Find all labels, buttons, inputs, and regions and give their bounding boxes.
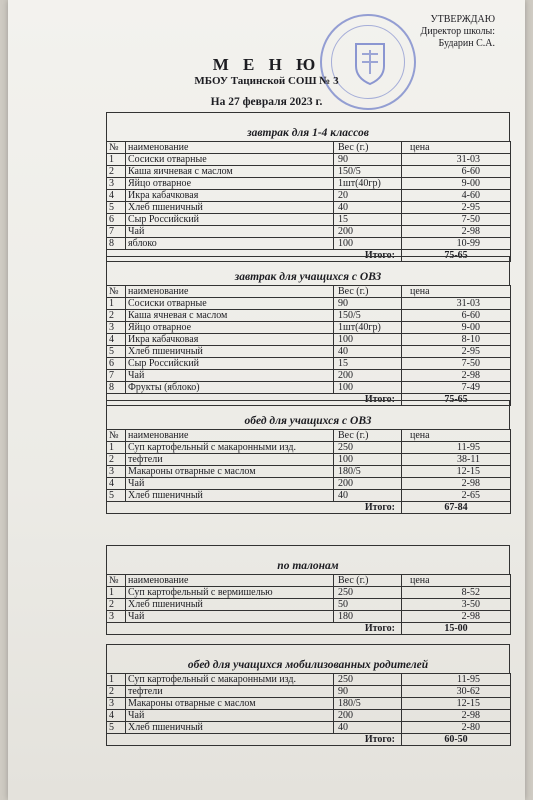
total-value: 15-00 [402, 623, 511, 635]
menu-date: На 27 февраля 2023 г. [210, 96, 323, 108]
item-name: Чай [126, 370, 334, 382]
item-weight: 200 [334, 370, 402, 382]
item-weight: 180 [334, 611, 402, 623]
table-row [107, 599, 511, 611]
item-price: 11-95 [402, 674, 511, 686]
table-row [107, 370, 511, 382]
table-header-row [107, 430, 511, 442]
table-header-row [107, 142, 511, 154]
item-price: 3-50 [402, 599, 511, 611]
section-title: по талонам [106, 545, 510, 574]
menu-section [106, 400, 510, 514]
column-header: Вес (г.) [334, 430, 402, 442]
item-price: 12-15 [402, 466, 511, 478]
item-number: 2 [107, 166, 126, 178]
table-row [107, 674, 511, 686]
item-number: 7 [107, 226, 126, 238]
item-weight: 250 [334, 674, 402, 686]
menu-section [106, 545, 510, 635]
item-weight: 15 [334, 214, 402, 226]
item-price: 7-49 [402, 382, 511, 394]
total-value: 75-65 [402, 250, 511, 262]
item-weight: 40 [334, 490, 402, 502]
item-price: 6-60 [402, 166, 511, 178]
item-price: 2-95 [402, 346, 511, 358]
item-name: Каша ячневая с маслом [126, 310, 334, 322]
item-name: Сыр Российский [126, 214, 334, 226]
table-row [107, 466, 511, 478]
item-price: 10-99 [402, 238, 511, 250]
item-weight: 150/5 [334, 310, 402, 322]
item-price: 12-15 [402, 698, 511, 710]
approval-line: Директор школы: [420, 26, 495, 37]
item-name: Каша яичневая с маслом [126, 166, 334, 178]
item-price: 2-98 [402, 478, 511, 490]
section-title: завтрак для 1-4 классов [106, 112, 510, 141]
item-weight: 15 [334, 358, 402, 370]
item-name: Макароны отварные с маслом [126, 466, 334, 478]
item-weight: 50 [334, 599, 402, 611]
menu-section [106, 112, 510, 262]
table-row [107, 214, 511, 226]
item-name: Икра кабачковая [126, 334, 334, 346]
item-number: 5 [107, 346, 126, 358]
table-row [107, 322, 511, 334]
item-name: Сыр Российский [126, 358, 334, 370]
item-number: 3 [107, 698, 126, 710]
item-price: 30-62 [402, 686, 511, 698]
item-number: 4 [107, 710, 126, 722]
item-weight: 90 [334, 298, 402, 310]
approval-block [421, 14, 495, 50]
item-price: 2-65 [402, 490, 511, 502]
item-weight: 90 [334, 154, 402, 166]
column-header: цена [402, 142, 511, 154]
total-value: 67-84 [402, 502, 511, 514]
item-name: Хлеб пшеничный [126, 346, 334, 358]
item-weight: 150/5 [334, 166, 402, 178]
total-label: Итого: [107, 502, 402, 514]
item-number: 3 [107, 466, 126, 478]
item-weight: 100 [334, 238, 402, 250]
menu-table [106, 673, 511, 746]
item-weight: 1шт(40гр) [334, 178, 402, 190]
item-number: 2 [107, 599, 126, 611]
menu-section [106, 644, 510, 746]
table-row [107, 490, 511, 502]
table-row [107, 358, 511, 370]
item-name: Суп картофельный с вермишелью [126, 587, 334, 599]
column-header: № [107, 430, 126, 442]
item-weight: 200 [334, 710, 402, 722]
table-row [107, 698, 511, 710]
item-number: 1 [107, 154, 126, 166]
item-name: Икра кабачковая [126, 190, 334, 202]
item-name: Сосиски отварные [126, 298, 334, 310]
item-name: тефтели [126, 686, 334, 698]
item-weight: 250 [334, 587, 402, 599]
table-row [107, 190, 511, 202]
item-name: Макароны отварные с маслом [126, 698, 334, 710]
table-row [107, 154, 511, 166]
item-weight: 250 [334, 442, 402, 454]
column-header: наименование [126, 142, 334, 154]
table-row [107, 587, 511, 599]
column-header: Вес (г.) [334, 575, 402, 587]
item-price: 2-98 [402, 611, 511, 623]
table-row [107, 442, 511, 454]
section-title: обед для учащихся мобилизованных родителей [106, 644, 510, 673]
table-row [107, 310, 511, 322]
item-number: 5 [107, 722, 126, 734]
item-price: 4-60 [402, 190, 511, 202]
column-header: № [107, 575, 126, 587]
item-weight: 40 [334, 346, 402, 358]
item-number: 5 [107, 490, 126, 502]
total-row [107, 623, 511, 635]
item-number: 8 [107, 382, 126, 394]
item-price: 38-11 [402, 454, 511, 466]
table-row [107, 166, 511, 178]
item-name: Яйцо отварное [126, 178, 334, 190]
item-name: Суп картофельный с макаронными изд. [126, 674, 334, 686]
item-number: 1 [107, 442, 126, 454]
item-weight: 200 [334, 478, 402, 490]
item-price: 2-98 [402, 370, 511, 382]
item-number: 6 [107, 214, 126, 226]
table-row [107, 238, 511, 250]
item-name: Хлеб пшеничный [126, 202, 334, 214]
item-number: 6 [107, 358, 126, 370]
item-weight: 200 [334, 226, 402, 238]
column-header: Вес (г.) [334, 286, 402, 298]
item-price: 8-52 [402, 587, 511, 599]
item-weight: 100 [334, 454, 402, 466]
total-label: Итого: [107, 250, 402, 262]
menu-table [106, 141, 511, 262]
section-title: обед для учащихся с ОВЗ [106, 400, 510, 429]
table-row [107, 686, 511, 698]
total-label: Итого: [107, 394, 402, 406]
total-value: 60-50 [402, 734, 511, 746]
table-row [107, 722, 511, 734]
item-weight: 100 [334, 382, 402, 394]
section-title: завтрак для учащихся с ОВЗ [106, 256, 510, 285]
item-price: 8-10 [402, 334, 511, 346]
item-name: Чай [126, 710, 334, 722]
item-weight: 180/5 [334, 698, 402, 710]
school-name: МБОУ Тацинской СОШ № 3 [194, 75, 339, 87]
item-weight: 100 [334, 334, 402, 346]
column-header: № [107, 286, 126, 298]
column-header: цена [402, 575, 511, 587]
table-row [107, 611, 511, 623]
item-number: 8 [107, 238, 126, 250]
item-weight: 40 [334, 202, 402, 214]
table-row [107, 346, 511, 358]
item-price: 31-03 [402, 298, 511, 310]
table-header-row [107, 575, 511, 587]
item-number: 2 [107, 454, 126, 466]
item-name: Хлеб пшеничный [126, 490, 334, 502]
item-price: 2-98 [402, 710, 511, 722]
item-number: 1 [107, 587, 126, 599]
item-number: 1 [107, 674, 126, 686]
column-header: № [107, 142, 126, 154]
item-number: 3 [107, 178, 126, 190]
item-name: тефтели [126, 454, 334, 466]
item-price: 9-00 [402, 322, 511, 334]
table-row [107, 202, 511, 214]
item-name: Яйцо отварное [126, 322, 334, 334]
table-row [107, 226, 511, 238]
table-row [107, 178, 511, 190]
approval-line: Бударин С.А. [438, 38, 495, 49]
item-weight: 90 [334, 686, 402, 698]
item-weight: 20 [334, 190, 402, 202]
item-weight: 180/5 [334, 466, 402, 478]
item-name: Сосиски отварные [126, 154, 334, 166]
total-label: Итого: [107, 734, 402, 746]
item-weight: 1шт(40гр) [334, 322, 402, 334]
item-number: 4 [107, 478, 126, 490]
item-name: Фрукты (яблоко) [126, 382, 334, 394]
item-price: 31-03 [402, 154, 511, 166]
total-row [107, 502, 511, 514]
menu-table [106, 429, 511, 514]
total-row [107, 734, 511, 746]
table-row [107, 478, 511, 490]
item-price: 6-60 [402, 310, 511, 322]
item-number: 2 [107, 686, 126, 698]
item-price: 2-95 [402, 202, 511, 214]
item-price: 11-95 [402, 442, 511, 454]
item-number: 4 [107, 190, 126, 202]
table-row [107, 382, 511, 394]
table-row [107, 298, 511, 310]
item-name: Чай [126, 226, 334, 238]
table-row [107, 710, 511, 722]
item-number: 2 [107, 310, 126, 322]
column-header: цена [402, 430, 511, 442]
column-header: цена [402, 286, 511, 298]
item-name: Суп картофельный с макаронными изд. [126, 442, 334, 454]
table-row [107, 334, 511, 346]
item-number: 3 [107, 611, 126, 623]
item-price: 9-00 [402, 178, 511, 190]
approval-line: УТВЕРЖДАЮ [430, 14, 495, 25]
item-number: 5 [107, 202, 126, 214]
item-price: 2-98 [402, 226, 511, 238]
total-label: Итого: [107, 623, 402, 635]
total-value: 75-65 [402, 394, 511, 406]
column-header: Вес (г.) [334, 142, 402, 154]
item-price: 7-50 [402, 358, 511, 370]
item-number: 4 [107, 334, 126, 346]
item-name: Чай [126, 478, 334, 490]
item-weight: 40 [334, 722, 402, 734]
column-header: наименование [126, 286, 334, 298]
item-name: Хлеб пшеничный [126, 599, 334, 611]
menu-title: М Е Н Ю [212, 55, 321, 74]
item-name: Хлеб пшеничный [126, 722, 334, 734]
item-price: 7-50 [402, 214, 511, 226]
menu-section [106, 256, 510, 406]
menu-table [106, 285, 511, 406]
item-price: 2-80 [402, 722, 511, 734]
item-number: 1 [107, 298, 126, 310]
title-block [0, 56, 533, 88]
column-header: наименование [126, 430, 334, 442]
item-name: яблоко [126, 238, 334, 250]
item-name: Чай [126, 611, 334, 623]
column-header: наименование [126, 575, 334, 587]
table-header-row [107, 286, 511, 298]
item-number: 7 [107, 370, 126, 382]
menu-table [106, 574, 511, 635]
table-row [107, 454, 511, 466]
item-number: 3 [107, 322, 126, 334]
